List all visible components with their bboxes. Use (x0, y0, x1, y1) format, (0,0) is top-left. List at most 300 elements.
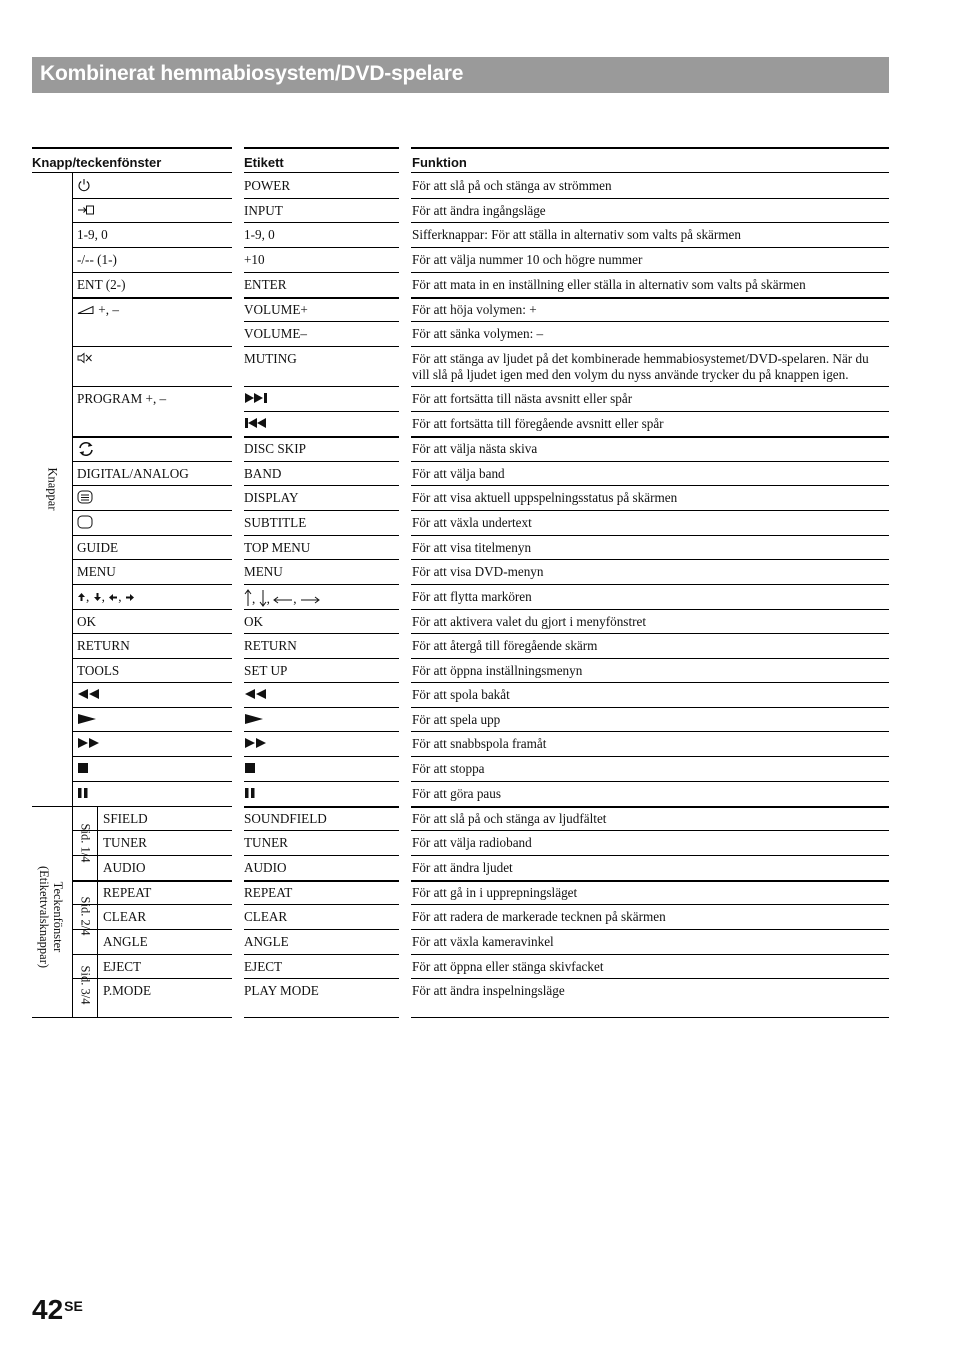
group-label-page1: Sid. 1/4 (77, 823, 92, 863)
row-divider (411, 485, 889, 486)
button-text: PROGRAM +, – (77, 391, 167, 406)
button-cell: , , , (77, 589, 135, 606)
rewind-icon (77, 688, 101, 704)
label-cell (244, 178, 290, 194)
label-text: +10 (244, 252, 265, 267)
section-title-banner (32, 57, 889, 93)
button-cell (77, 786, 89, 803)
button-cell (103, 934, 148, 950)
group-divider (72, 173, 73, 1017)
group-label-buttons: Knappar (45, 467, 60, 511)
arrow-key-icon (77, 590, 86, 606)
function-text: För att visa DVD-menyn (412, 564, 544, 579)
row-divider (72, 830, 232, 831)
stop-icon (244, 762, 256, 778)
button-cell (77, 614, 96, 630)
label-text: PLAY MODE (244, 983, 319, 998)
row-divider (244, 633, 399, 634)
row-divider (72, 633, 232, 634)
row-divider (72, 584, 232, 585)
button-cell (103, 885, 151, 901)
row-divider (72, 855, 232, 856)
row-divider (244, 929, 399, 930)
function-cell (412, 441, 537, 457)
function-cell (412, 416, 664, 432)
label-cell (244, 811, 327, 827)
function-cell (412, 302, 537, 318)
muting-icon (77, 352, 93, 368)
row-divider (244, 247, 399, 248)
function-cell (412, 687, 510, 703)
row-divider (72, 929, 232, 930)
row-divider (411, 247, 889, 248)
button-text: OK (77, 614, 97, 629)
row-divider (72, 272, 232, 273)
label-text: RETURN (244, 638, 297, 653)
button-cell (77, 302, 119, 319)
function-text: För att flytta markören (412, 589, 532, 604)
label-cell (244, 786, 256, 803)
row-divider (411, 954, 889, 955)
function-cell (412, 277, 806, 293)
function-cell (412, 466, 505, 482)
row-divider (411, 880, 889, 882)
row-divider (244, 731, 399, 732)
function-text: För att ändra ljudet (412, 860, 513, 875)
row-divider (72, 346, 232, 347)
display-icon (77, 490, 93, 508)
button-cell (77, 761, 89, 778)
function-cell (412, 959, 604, 975)
group-label-page3: Sid. 3/4 (77, 965, 92, 1005)
function-text: För att göra paus (412, 786, 501, 801)
previous-track-icon (244, 417, 270, 433)
page-number: $42^{SE}$ (32, 1294, 83, 1325)
row-divider (244, 272, 399, 273)
button-cell (77, 712, 97, 729)
row-divider (411, 682, 889, 683)
row-divider (72, 731, 232, 732)
label-text: 1-9, 0 (244, 227, 275, 242)
button-cell (77, 391, 166, 407)
disc-skip-icon (77, 441, 95, 461)
row-divider (411, 978, 889, 979)
button-text: 1-9, 0 (77, 227, 108, 242)
row-divider (72, 559, 232, 560)
row-divider (244, 222, 399, 223)
label-cell (244, 203, 283, 219)
function-cell (412, 490, 677, 506)
function-cell (412, 835, 532, 851)
subtitle-icon (77, 515, 93, 533)
button-cell (103, 811, 148, 827)
button-cell (77, 277, 125, 293)
function-text: För att välja radioband (412, 835, 532, 850)
function-text: För att välja band (412, 466, 505, 481)
row-divider (32, 1017, 232, 1018)
label-text: ENTER (244, 277, 287, 292)
row-divider (244, 904, 399, 905)
button-text: MENU (77, 564, 116, 579)
play-icon (77, 713, 97, 729)
button-cell (77, 441, 95, 461)
function-cell (412, 663, 582, 679)
arrow-key-icon (244, 589, 252, 611)
row-divider (244, 806, 399, 808)
row-divider (72, 198, 232, 199)
label-cell (244, 302, 308, 318)
label-text: INPUT (244, 203, 283, 218)
function-cell (412, 589, 532, 605)
label-text: VOLUME+ (244, 302, 308, 317)
label-text: DISPLAY (244, 490, 299, 505)
function-text: För att slå på och stänga av strömmen (412, 178, 612, 193)
power-icon (77, 178, 91, 196)
row-divider (244, 584, 399, 585)
row-divider (411, 436, 889, 438)
row-divider (411, 411, 889, 412)
row-divider (411, 198, 889, 199)
fast-forward-icon (77, 737, 101, 753)
function-cell (412, 860, 513, 876)
row-divider (411, 1017, 889, 1018)
function-text: För att växla kameravinkel (412, 934, 554, 949)
row-divider (411, 756, 889, 757)
row-divider (244, 954, 399, 955)
label-cell (244, 441, 306, 457)
row-divider (411, 535, 889, 536)
function-text: För att visa aktuell uppspelningsstatus på skärmen (412, 490, 678, 505)
play-icon (244, 713, 264, 729)
row-divider (411, 731, 889, 732)
function-text: För att stänga av ljudet på det kombinerade hemmabiosystemet/DVD-spelaren. När du (412, 351, 869, 366)
row-divider (244, 436, 399, 438)
label-cell (244, 934, 289, 950)
row-divider (244, 1017, 399, 1018)
arrow-key-icon (108, 590, 118, 606)
header-button: Knapp/teckenfönster (32, 147, 232, 173)
row-divider (244, 485, 399, 486)
row-divider (411, 904, 889, 905)
arrow-key-icon (273, 592, 293, 608)
volume-icon (77, 303, 95, 319)
row-divider (411, 584, 889, 585)
row-divider (72, 461, 232, 462)
label-text: SUBTITLE (244, 515, 307, 530)
function-cell (412, 885, 577, 901)
button-text: ANGLE (103, 934, 148, 949)
button-cell (77, 736, 101, 753)
row-divider (411, 855, 889, 856)
row-divider (411, 321, 889, 322)
row-divider (411, 707, 889, 708)
row-divider (72, 609, 232, 610)
label-cell (244, 416, 270, 433)
pause-icon (77, 787, 89, 803)
group-label-display: Teckenfönster (Etikettvalsknappar) (37, 865, 66, 969)
row-divider (72, 781, 232, 782)
row-divider (72, 386, 232, 387)
function-text-line2: vill slå på ljudet igen med den volym du nyss använde trycker du på knappen igen. (412, 367, 849, 382)
label-cell (244, 835, 288, 851)
function-cell (412, 564, 544, 580)
row-divider (411, 658, 889, 659)
row-divider (244, 346, 399, 347)
function-text: För att välja nummer 10 och högre nummer (412, 252, 643, 267)
function-cell (412, 227, 741, 243)
function-cell (412, 326, 543, 342)
button-text: CLEAR (103, 909, 147, 924)
label-cell (244, 959, 282, 975)
row-divider (411, 806, 889, 808)
function-text: För att spela upp (412, 712, 501, 727)
row-divider (72, 978, 232, 979)
function-text: För att sänka volymen: – (412, 326, 544, 341)
function-cell (412, 614, 646, 630)
button-cell (103, 860, 146, 876)
function-text: För att stoppa (412, 761, 485, 776)
label-cell (244, 909, 287, 925)
group-label-page2: Sid. 2/4 (77, 896, 92, 936)
function-text: För att välja nästa skiva (412, 441, 538, 456)
label-cell (244, 638, 297, 654)
button-cell (77, 638, 130, 654)
label-cell (244, 712, 264, 729)
button-text: P.MODE (103, 983, 151, 998)
row-divider (72, 485, 232, 486)
button-text: RETURN (77, 638, 130, 653)
function-text: För att fortsätta till föregående avsnitt eller spår (412, 416, 664, 431)
function-text: För att fortsätta till nästa avsnitt eller spår (412, 391, 633, 406)
label-cell (244, 490, 298, 506)
input-icon (77, 204, 95, 220)
row-divider (244, 535, 399, 536)
button-cell (103, 959, 141, 975)
row-divider (411, 929, 889, 930)
row-divider (411, 386, 889, 387)
function-cell (412, 515, 532, 531)
label-cell (244, 466, 281, 482)
row-divider (72, 510, 232, 511)
row-divider (244, 411, 399, 412)
row-divider (72, 222, 232, 223)
row-divider (72, 297, 232, 299)
function-cell (412, 983, 565, 999)
button-cell (103, 983, 151, 999)
row-divider (72, 535, 232, 536)
label-cell (244, 663, 287, 679)
function-text: För att visa titelmenyn (412, 540, 532, 555)
label-cell (244, 687, 268, 704)
fast-forward-icon (244, 737, 268, 753)
function-cell (412, 178, 612, 194)
button-text: TUNER (103, 835, 147, 850)
row-divider (72, 658, 232, 659)
label-text: VOLUME– (244, 326, 308, 341)
button-cell (77, 564, 116, 580)
label-text: MENU (244, 564, 283, 579)
button-text: TOOLS (77, 663, 120, 678)
row-divider (72, 880, 232, 882)
row-divider (411, 510, 889, 511)
function-cell (412, 761, 485, 777)
function-cell (412, 712, 500, 728)
function-cell (412, 351, 869, 383)
label-text: POWER (244, 178, 291, 193)
label-cell (244, 277, 287, 293)
stop-icon (77, 762, 89, 778)
function-text: För att öppna eller stänga skivfacket (412, 959, 604, 974)
row-divider (244, 707, 399, 708)
function-text: För att mata in en inställning eller ställa in alternativ som valts på skärmen (412, 277, 806, 292)
row-divider (244, 756, 399, 757)
label-text: ANGLE (244, 934, 289, 949)
function-cell (412, 252, 642, 268)
row-divider (244, 559, 399, 560)
row-divider (72, 682, 232, 683)
function-text: För att spola bakåt (412, 687, 510, 702)
button-cell (77, 687, 101, 704)
label-cell (244, 540, 310, 556)
button-cell (103, 909, 146, 925)
row-divider (244, 461, 399, 462)
rewind-icon (244, 688, 268, 704)
label-cell (244, 564, 283, 580)
row-divider (244, 682, 399, 683)
button-text: DIGITAL/ANALOG (77, 466, 189, 481)
button-cell (77, 515, 93, 533)
header-function: Funktion (411, 147, 889, 173)
arrow-key-icon (259, 589, 267, 611)
row-divider (244, 880, 399, 882)
function-cell (412, 203, 546, 219)
row-divider (244, 978, 399, 979)
label-text: OK (244, 614, 264, 629)
button-text: EJECT (103, 959, 142, 974)
function-text: För att höja volymen: + (412, 302, 537, 317)
button-text: AUDIO (103, 860, 146, 875)
row-divider (72, 707, 232, 708)
row-divider (32, 806, 232, 807)
row-divider (244, 830, 399, 831)
label-text: REPEAT (244, 885, 293, 900)
label-cell (244, 391, 270, 408)
row-divider (244, 297, 399, 299)
label-text: SOUNDFIELD (244, 811, 327, 826)
label-text: DISC SKIP (244, 441, 306, 456)
function-text: Sifferknappar: För att ställa in alternativ som valts på skärmen (412, 227, 741, 242)
label-cell (244, 761, 256, 778)
function-text: För att återgå till föregående skärm (412, 638, 598, 653)
label-text: EJECT (244, 959, 283, 974)
row-divider (72, 756, 232, 757)
function-cell (412, 811, 606, 827)
label-cell (244, 351, 297, 367)
label-text: MUTING (244, 351, 297, 366)
button-cell (77, 227, 108, 243)
row-divider (72, 247, 232, 248)
function-cell (412, 909, 666, 925)
row-divider (72, 954, 232, 955)
label-cell (244, 983, 319, 999)
function-cell (412, 934, 554, 950)
row-divider (244, 386, 399, 387)
row-divider (244, 198, 399, 199)
row-divider (411, 609, 889, 610)
button-cell (77, 351, 93, 368)
label-text: TOP MENU (244, 540, 311, 555)
button-cell (77, 490, 93, 508)
function-cell (412, 638, 597, 654)
row-divider (411, 272, 889, 273)
function-text: För att snabbspola framåt (412, 736, 547, 751)
label-cell: , , , (244, 589, 320, 611)
function-cell (412, 540, 531, 556)
button-cell (77, 252, 117, 268)
button-cell (77, 203, 95, 220)
row-divider (72, 436, 232, 438)
label-text: CLEAR (244, 909, 288, 924)
label-cell (244, 860, 287, 876)
function-text: För att slå på och stänga av ljudfältet (412, 811, 607, 826)
label-text: BAND (244, 466, 282, 481)
page-group-divider (97, 806, 98, 1017)
label-text: TUNER (244, 835, 288, 850)
button-cell (77, 540, 118, 556)
section-title: Kombinerat hemmabiosystem/DVD-spelare (40, 62, 464, 85)
row-divider (244, 855, 399, 856)
button-text: SFIELD (103, 811, 148, 826)
row-divider (411, 633, 889, 634)
arrow-key-icon (93, 590, 102, 606)
row-divider (244, 781, 399, 782)
row-divider (72, 904, 232, 905)
button-text: -/-- (1-) (77, 252, 117, 267)
function-text: För att gå in i upprepningsläget (412, 885, 578, 900)
row-divider (244, 321, 399, 322)
row-divider (411, 559, 889, 560)
button-text: ENT (2-) (77, 277, 126, 292)
button-text: GUIDE (77, 540, 119, 555)
arrow-key-icon (125, 590, 135, 606)
row-divider (411, 346, 889, 347)
row-divider (244, 658, 399, 659)
label-cell (244, 252, 265, 268)
arrow-key-icon (300, 592, 320, 608)
label-cell (244, 515, 306, 531)
label-cell (244, 614, 263, 630)
function-text: För att ändra ingångsläge (412, 203, 546, 218)
pause-icon (244, 787, 256, 803)
button-cell (77, 466, 189, 482)
row-divider (411, 222, 889, 223)
row-divider (411, 830, 889, 831)
next-track-icon (244, 392, 270, 408)
function-cell (412, 391, 632, 407)
label-cell (244, 885, 292, 901)
button-cell (103, 835, 147, 851)
function-text: För att aktivera valet du gjort i menyfönstret (412, 614, 647, 629)
button-cell (77, 663, 119, 679)
row-divider (244, 510, 399, 511)
label-cell (244, 326, 307, 342)
button-cell (77, 178, 91, 196)
button-text: +, – (95, 302, 119, 317)
function-cell (412, 786, 501, 802)
row-divider (411, 461, 889, 462)
label-text: SET UP (244, 663, 288, 678)
function-text: För att växla undertext (412, 515, 532, 530)
